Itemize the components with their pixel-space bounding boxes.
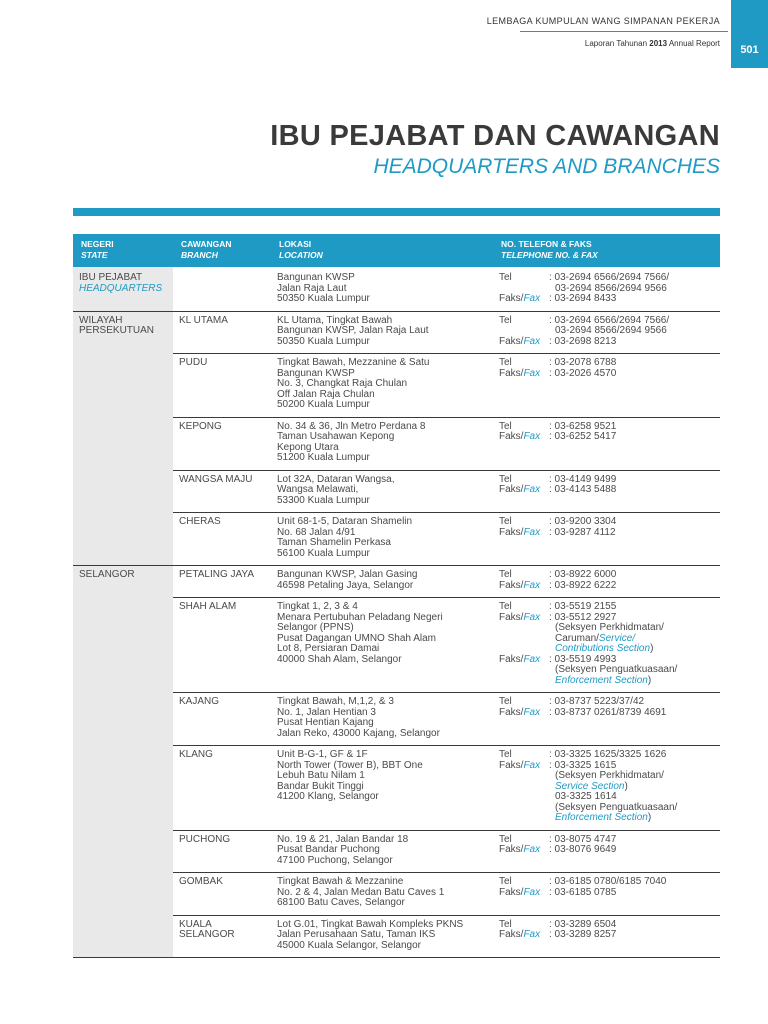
address-line: Taman Shamelin Perkasa: [277, 537, 391, 548]
note-indent: [549, 675, 651, 686]
fax-label-english: Fax: [523, 929, 541, 940]
note-text-english: Enforcement Section: [555, 674, 648, 686]
note-indent: [549, 802, 677, 813]
fax-line: [499, 432, 714, 443]
contact-cell: [493, 693, 720, 746]
address-line: Unit 68-1-5, Dataran Shamelin: [277, 516, 413, 527]
location-cell: [271, 470, 493, 513]
fax-label-malay: Faks/: [499, 653, 524, 665]
address-line: No. 34 & 36, Jln Metro Perdana 8: [277, 420, 426, 432]
fax-label-malay: Faks/: [499, 579, 524, 591]
note-close: ): [650, 643, 654, 654]
fax-label-english: Fax: [523, 367, 541, 379]
address-line: Selangor (PPNS): [277, 622, 354, 633]
fax-label-english: Fax: [523, 526, 541, 538]
fax-label-english: Fax: [523, 844, 541, 855]
note-close: ): [647, 812, 652, 823]
address-line: Bangunan KWSP: [277, 272, 355, 283]
column-header-state: NEGERI STATE: [73, 234, 173, 267]
note-text: 03-2694 8566/2694 9566: [555, 325, 667, 336]
contact-note-line: [499, 813, 714, 824]
page-title: IBU PEJABAT DAN CAWANGAN: [270, 120, 720, 152]
contact-number: : 03-5519 4993: [549, 653, 617, 665]
contact-number: : 03-5519 2155: [549, 601, 617, 612]
fax-label: [499, 337, 549, 348]
address-line: Lot 32A, Dataran Wangsa,: [277, 473, 395, 485]
table-row: [73, 693, 720, 746]
state-cell: [73, 311, 173, 354]
location-cell: [271, 417, 493, 470]
organization-name: LEMBAGA KUMPULAN WANG SIMPANAN PEKERJA: [486, 16, 720, 26]
contact-cell: [493, 417, 720, 470]
address-line: 68100 Batu Caves, Selangor: [277, 897, 405, 908]
contact-cell: [493, 830, 720, 873]
note-text-english: Enforcement Section: [555, 812, 648, 823]
branch-name: KEPONG: [173, 417, 271, 470]
address-line: No. 2 & 4, Jalan Medan Batu Caves 1: [277, 886, 445, 898]
contact-number: : 03-2694 6566/2694 7566/: [549, 272, 670, 283]
fax-label-english: Fax: [523, 611, 541, 623]
note-text-english: Service Section: [555, 780, 625, 792]
table-row: [73, 354, 720, 418]
fax-line: [499, 581, 714, 592]
state-cell: [73, 267, 173, 311]
telephone-label: Tel: [499, 314, 512, 326]
address-line: Jalan Raja Laut: [277, 282, 347, 294]
contact-number: : 03-6185 0780/6185 7040: [549, 876, 667, 887]
address-line: KL Utama, Tingkat Bawah: [277, 314, 393, 326]
fax-label-malay: Faks/: [499, 431, 524, 442]
fax-label-english: Fax: [523, 759, 541, 771]
contact-cell: [493, 598, 720, 693]
address-line: Lebuh Batu Nilam 1: [277, 770, 365, 781]
state-name: WILAYAH PERSEKUTUAN: [79, 314, 155, 336]
fax-line: [499, 930, 714, 941]
telephone-label: Tel: [499, 601, 512, 612]
fax-label-english: Fax: [523, 886, 541, 898]
address-line: Lot G.01, Tingkat Bawah Kompleks PKNS: [277, 918, 464, 930]
address-line: Jalan Reko, 43000 Kajang, Selangor: [277, 727, 440, 739]
location-cell: [271, 873, 493, 916]
note-indent: [549, 770, 664, 781]
note-indent: [549, 633, 635, 644]
address-line: No. 68 Jalan 4/91: [277, 526, 356, 538]
note-text: (Seksyen Penguatkuasaan/: [555, 664, 678, 675]
fax-label: [499, 655, 549, 666]
fax-line: [499, 528, 714, 539]
fax-label-malay: Faks/: [499, 929, 524, 940]
address-line: 50350 Kuala Lumpur: [277, 335, 370, 347]
contact-number: : 03-4143 5488: [549, 484, 617, 495]
table-row: [73, 513, 720, 566]
fax-label: [499, 581, 549, 592]
fax-label: [499, 708, 549, 719]
address-line: Tingkat Bawah, M,1,2, & 3: [277, 696, 394, 707]
fax-line: [499, 369, 714, 380]
note-indent: [549, 622, 664, 633]
fax-label-english: Fax: [523, 431, 541, 442]
table-row: [73, 746, 720, 831]
note-indent: [549, 283, 667, 294]
state-cell: [73, 830, 173, 873]
note-indent: [549, 325, 667, 336]
fax-label: [499, 761, 549, 772]
address-line: Unit B-G-1, GF & 1F: [277, 749, 368, 760]
location-cell: [271, 830, 493, 873]
branches-table: [73, 234, 720, 958]
note-text: Caruman/: [555, 632, 599, 644]
contact-number: : 03-5512 2927: [549, 611, 617, 623]
contact-number: : 03-6252 5417: [549, 431, 617, 442]
contact-number: : 03-4149 9499: [549, 473, 617, 485]
location-cell: [271, 354, 493, 418]
contact-number: : 03-2698 8213: [549, 335, 617, 347]
table-row: [73, 830, 720, 873]
location-cell: [271, 915, 493, 958]
fax-label-malay: Faks/: [499, 886, 524, 898]
fax-label-english: Fax: [523, 706, 541, 718]
address-line: Tingkat 1, 2, 3 & 4: [277, 601, 358, 612]
fax-line: [499, 294, 714, 305]
telephone-label: Tel: [499, 918, 512, 930]
location-cell: [271, 311, 493, 354]
contact-cell: [493, 746, 720, 831]
table-row: [73, 566, 720, 598]
note-close: ): [647, 674, 652, 686]
column-header-branch: CAWANGAN BRANCH: [173, 234, 271, 267]
state-cell: [73, 873, 173, 916]
branch-name: PUDU: [173, 354, 271, 418]
address-line: 41200 Klang, Selangor: [277, 791, 379, 802]
branch-name: SHAH ALAM: [173, 598, 271, 693]
fax-label: [499, 845, 549, 856]
telephone-label: Tel: [499, 516, 512, 527]
contact-number: : 03-8075 4747: [549, 833, 617, 845]
location-cell: [271, 267, 493, 311]
contact-cell: [493, 915, 720, 958]
fax-label: [499, 485, 549, 496]
fax-label-english: Fax: [523, 653, 541, 665]
state-cell: [73, 598, 173, 693]
address-line: Jalan Perusahaan Satu, Taman IKS: [277, 929, 436, 940]
contact-number: : 03-8922 6222: [549, 579, 617, 591]
state-cell: [73, 470, 173, 513]
fax-label-malay: Faks/: [499, 367, 524, 379]
contact-number: : 03-6258 9521: [549, 420, 617, 432]
contact-number: : 03-2026 4570: [549, 367, 617, 379]
note-indent: [549, 791, 617, 802]
address-line: Pusat Hentian Kajang: [277, 717, 374, 728]
note-text: 03-2694 8566/2694 9566: [555, 282, 667, 294]
state-name: IBU PEJABAT: [79, 272, 143, 283]
branch-name: PETALING JAYA: [173, 566, 271, 598]
address-line: 50350 Kuala Lumpur: [277, 293, 370, 304]
address-line: 46598 Petaling Jaya, Selangor: [277, 579, 414, 591]
address-line: Pusat Dagangan UMNO Shah Alam: [277, 632, 436, 644]
column-header-location: LOKASI LOCATION: [271, 234, 493, 267]
fax-line: [499, 485, 714, 496]
contact-cell: [493, 873, 720, 916]
address-line: Lot 8, Persiaran Damai: [277, 643, 380, 654]
address-line: 40000 Shah Alam, Selangor: [277, 653, 402, 665]
branch-name: [173, 267, 271, 311]
table-header-row: [73, 234, 720, 267]
note-text: (Seksyen Penguatkuasaan/: [555, 801, 678, 813]
contact-number: : 03-2694 8433: [549, 293, 617, 304]
branch-name: KL UTAMA: [173, 311, 271, 354]
contact-number: : 03-2078 6788: [549, 357, 617, 368]
fax-line: [499, 845, 714, 856]
location-cell: [271, 598, 493, 693]
fax-label-english: Fax: [523, 293, 541, 304]
table-row: [73, 915, 720, 958]
address-line: 45000 Kuala Selangor, Selangor: [277, 939, 422, 951]
note-indent: [549, 781, 628, 792]
table-row: [73, 470, 720, 513]
contact-number: : 03-8076 9649: [549, 844, 617, 855]
address-line: Tingkat Bawah, Mezzanine & Satu: [277, 357, 430, 368]
contact-number: : 03-3289 6504: [549, 918, 617, 930]
address-line: 53300 Kuala Lumpur: [277, 494, 370, 506]
address-line: No. 19 & 21, Jalan Bandar 18: [277, 833, 409, 845]
branch-name: WANGSA MAJU: [173, 470, 271, 513]
address-line: Tingkat Bawah & Mezzanine: [277, 876, 404, 887]
contact-number: : 03-9287 4112: [549, 526, 616, 538]
fax-label: [499, 613, 549, 624]
contact-note-line: [499, 676, 714, 687]
fax-line: [499, 708, 714, 719]
address-line: Bangunan KWSP, Jalan Gasing: [277, 569, 418, 580]
table-row: [73, 267, 720, 311]
report-title: Laporan Tahunan 2013 Annual Report: [584, 39, 720, 48]
state-name: SELANGOR: [79, 569, 135, 580]
location-cell: [271, 746, 493, 831]
table-row: [73, 598, 720, 693]
address-line: 56100 Kuala Lumpur: [277, 547, 370, 559]
address-line: Bangunan KWSP, Jalan Raja Laut: [277, 325, 429, 336]
state-cell: [73, 746, 173, 831]
fax-label-malay: Faks/: [499, 844, 524, 855]
contact-number: : 03-9200 3304: [549, 516, 617, 527]
state-cell: [73, 354, 173, 418]
contact-cell: [493, 470, 720, 513]
column-header-telephone: NO. TELEFON & FAKS TELEPHONE NO. & FAX: [493, 234, 720, 267]
address-line: Pusat Bandar Puchong: [277, 844, 380, 855]
page-subtitle: HEADQUARTERS AND BRANCHES: [373, 155, 720, 178]
contact-cell: [493, 354, 720, 418]
fax-label-malay: Faks/: [499, 335, 524, 347]
table-row: [73, 417, 720, 470]
note-text: (Seksyen Perkhidmatan/: [555, 770, 664, 781]
fax-line: [499, 337, 714, 348]
contact-cell: [493, 566, 720, 598]
fax-label-malay: Faks/: [499, 526, 524, 538]
telephone-label: Tel: [499, 749, 512, 760]
address-line: Wangsa Melawati,: [277, 484, 359, 495]
telephone-label: Tel: [499, 357, 512, 368]
address-line: No. 1, Jalan Hentian 3: [277, 706, 376, 718]
note-text-english: Service/: [598, 632, 636, 644]
address-line: Off Jalan Raja Chulan: [277, 388, 375, 400]
note-indent: [549, 664, 677, 675]
state-cell: [73, 513, 173, 566]
note-indent: [549, 643, 653, 654]
contact-number: : 03-6185 0785: [549, 886, 617, 898]
fax-line: [499, 888, 714, 899]
contact-number: : 03-2694 6566/2694 7566/: [549, 314, 670, 326]
address-line: No. 3, Changkat Raja Chulan: [277, 378, 408, 389]
note-close: ): [624, 780, 628, 792]
telephone-label: Tel: [499, 696, 512, 707]
table-row: [73, 873, 720, 916]
contact-number: : 03-8737 0261/8739 4691: [549, 706, 667, 718]
telephone-label: Tel: [499, 876, 512, 887]
contact-cell: [493, 311, 720, 354]
address-line: 47100 Puchong, Selangor: [277, 854, 393, 866]
fax-label: [499, 369, 549, 380]
location-cell: [271, 513, 493, 566]
location-cell: [271, 566, 493, 598]
fax-label-malay: Faks/: [499, 706, 524, 718]
branch-name: CHERAS: [173, 513, 271, 566]
telephone-label: Tel: [499, 272, 512, 283]
telephone-label: Tel: [499, 420, 512, 432]
branch-name: GOMBAK: [173, 873, 271, 916]
note-indent: [549, 812, 651, 823]
fax-label: [499, 294, 549, 305]
fax-label: [499, 930, 549, 941]
address-line: North Tower (Tower B), BBT One: [277, 759, 423, 771]
contact-number: : 03-3325 1625/3325 1626: [549, 749, 667, 760]
address-line: 51200 Kuala Lumpur: [277, 452, 370, 463]
address-line: Bandar Bukit Tinggi: [277, 780, 364, 792]
title-bar: [73, 208, 720, 216]
contact-cell: [493, 513, 720, 566]
fax-label-malay: Faks/: [499, 611, 524, 623]
fax-label-english: Fax: [523, 579, 541, 591]
fax-label-malay: Faks/: [499, 293, 524, 304]
table-row: [73, 311, 720, 354]
fax-label: [499, 528, 549, 539]
fax-label-malay: Faks/: [499, 759, 524, 771]
note-text: 03-3325 1614: [555, 791, 617, 802]
contact-number: : 03-8922 6000: [549, 569, 617, 580]
address-line: Menara Pertubuhan Peladang Negeri: [277, 611, 443, 623]
branch-name: KUALA SELANGOR: [173, 915, 271, 958]
telephone-label: Tel: [499, 569, 512, 580]
branch-name: PUCHONG: [173, 830, 271, 873]
branch-name: KLANG: [173, 746, 271, 831]
address-line: Taman Usahawan Kepong: [277, 431, 395, 442]
fax-label-malay: Faks/: [499, 484, 524, 495]
telephone-label: Tel: [499, 833, 512, 845]
address-line: 50200 Kuala Lumpur: [277, 399, 370, 410]
branch-name: KAJANG: [173, 693, 271, 746]
contact-number: : 03-8737 5223/37/42: [549, 696, 645, 707]
page-number: 501: [731, 0, 768, 68]
fax-label: [499, 432, 549, 443]
contact-number: : 03-3289 8257: [549, 929, 617, 940]
fax-label-english: Fax: [523, 335, 541, 347]
state-cell: [73, 566, 173, 598]
fax-label-english: Fax: [523, 484, 541, 495]
state-name-english: HEADQUARTERS: [79, 282, 163, 294]
address-line: Kepong Utara: [277, 441, 339, 453]
address-line: Bangunan KWSP: [277, 367, 355, 379]
header-rule: [520, 31, 728, 32]
note-text-english: Contributions Section: [555, 643, 651, 654]
state-cell: [73, 417, 173, 470]
fax-label: [499, 888, 549, 899]
note-text: (Seksyen Perkhidmatan/: [555, 622, 664, 633]
state-cell: [73, 915, 173, 958]
contact-number: : 03-3325 1615: [549, 759, 617, 771]
location-cell: [271, 693, 493, 746]
contact-cell: [493, 267, 720, 311]
state-cell: [73, 693, 173, 746]
telephone-label: Tel: [499, 473, 512, 485]
